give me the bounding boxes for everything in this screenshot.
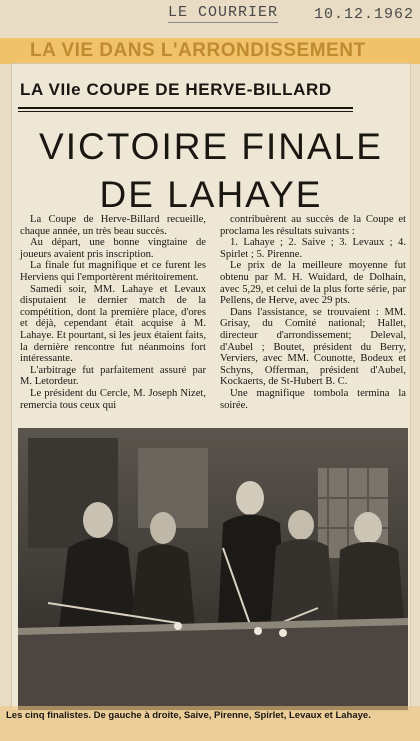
paragraph: contribuèrent au succès de la Coupe et proclama les résultats suivants : [220,214,406,237]
paragraph: Au départ, une bonne vingtaine de joueurs avaient pris inscription. [20,237,206,260]
paragraph: Une magnifique tombola termina la soirée. [220,387,406,411]
billiard-ball [254,627,262,635]
headline-line-2: DE LAHAYE [99,174,323,215]
billiard-ball [174,622,182,630]
paragraph: L'arbitrage fut parfaitement assuré par M. Letordeur. [20,364,206,388]
billiard-scene-illustration [18,428,408,710]
paragraph: Le président du Cercle, M. Joseph Nizet, remercia tous ceux qui [20,387,206,411]
billiard-ball [279,629,287,637]
section-banner-text: LA VIE DANS L'ARRONDISSEMENT [30,40,366,61]
article-column-left [20,214,206,411]
article-kicker: LA VIIe COUPE DE HERVE-BILLARD [20,80,332,99]
paragraph: La Coupe de Herve-Billard recueille, chaque année, un très beau succès. [20,214,206,237]
photo-caption: Les cinq finalistes. De gauche à droite, Saive, Pirenne, Spirlet, Levaux et Lahaye. [6,710,371,721]
newspaper-source-stamp: LE COURRIER [168,4,279,21]
headline-line-1: VICTOIRE FINALE [39,126,383,167]
date-stamp: 10.12.1962 [314,6,415,23]
paragraph: 1. Lahaye ; 2. Saive ; 3. Levaux ; 4. Spirlet ; 5. Pirenne. [220,237,406,260]
kicker-rule-thin [18,111,353,112]
paragraph: Dans l'assistance, se trouvaient : MM. Grisay, du Comité national; Hallet, directeur d'arrondissement; Deleval, d'Aubel ; Boutet, président du Berry, Verviers, avec MM. Counotte, Bodeux et Schyns, Offerman, président d'Aubel, Kockaerts, de St-Hubert B. C. [220,306,406,388]
window-frame [138,448,208,528]
article-clipping [12,64,410,710]
paragraph: La finale fut magnifique et ce furent les Herviens qui l'emportèrent méritoirement. [20,260,206,283]
kicker-rule [18,107,353,109]
section-banner [0,38,420,64]
article-column-right [220,214,406,411]
finalists-photo [18,428,408,710]
paragraph: Le prix de la meilleure moyenne fut obtenu par M. H. Wuidard, de Dolhain, avec 5,29, et celui de la plus forte série, par Pellens, de Herve, avec 29 pts. [220,260,406,307]
paragraph: Samedi soir, MM. Lahaye et Levaux disputaient le dernier match de la compétition, dont la première place, d'ores et déjà, cependant était acquise à M. Lahaye. Et pourtant, si les jeux étaient faits, la dernière rencontre fut néanmoins fort intéressante. [20,283,206,365]
